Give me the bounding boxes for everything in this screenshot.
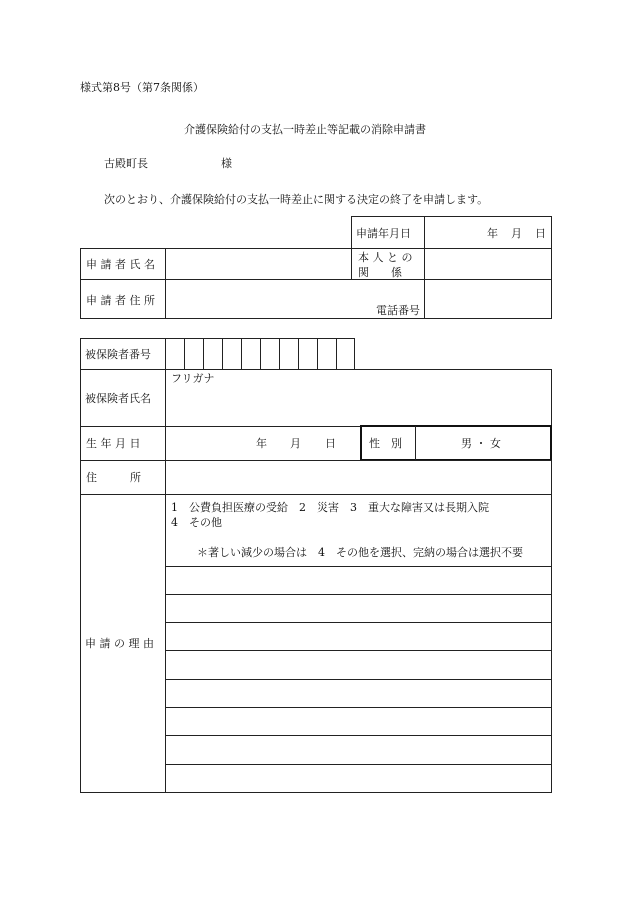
insured-name-label: 被保険者氏名: [85, 391, 151, 405]
reason-label: 申 請 の 理 由: [85, 637, 154, 650]
reason-options-line1[interactable]: 1 公費負担医療の受給 2 災害 3 重大な障害又は長期入院: [171, 501, 489, 514]
applicant-name-label: 申 請 者 氏 名: [86, 258, 155, 271]
application-date-label: 申請年月日: [356, 226, 411, 240]
applicant-address-field[interactable]: [166, 281, 551, 318]
relation-field[interactable]: [425, 249, 551, 279]
addressee: 古殿町長: [104, 157, 148, 170]
insured-address-label: 住 所: [86, 471, 141, 484]
applicant-name-field[interactable]: [166, 249, 351, 279]
reason-note: ＊著しい減少の場合は 4 その他を選択、完納の場合は選択不要: [197, 546, 523, 559]
date-month-label: 月: [511, 226, 522, 240]
insured-address-field[interactable]: [166, 461, 551, 493]
insured-number-label: 被保険者番号: [85, 348, 151, 361]
applicant-address-label: 申 請 者 住 所: [86, 293, 155, 307]
birthdate-label: 生 年 月 日: [86, 437, 141, 450]
reason-writing-area[interactable]: [166, 567, 551, 792]
date-year-label: 年: [487, 226, 498, 240]
gender-options[interactable]: 男 ・ 女: [461, 437, 501, 450]
gender-label: 性 別: [369, 437, 402, 450]
page-title: 介護保険給付の支払一時差止等記載の消除申請書: [184, 123, 426, 136]
birth-day-label: 日: [325, 437, 336, 450]
relation-label-2: 関 係: [358, 265, 402, 279]
insured-name-field[interactable]: [166, 370, 551, 425]
birth-month-label: 月: [290, 437, 301, 450]
date-day-label: 日: [535, 226, 546, 240]
honorific: 様: [221, 157, 232, 170]
reason-options-line2[interactable]: 4 その他: [171, 516, 222, 529]
intro-text: 次のとおり、介護保険給付の支払一時差止に関する決定の終了を申請します。: [104, 193, 489, 206]
insured-number-field[interactable]: [166, 339, 354, 369]
relation-label-1: 本 人 と の: [358, 250, 413, 264]
furigana-label: フリガナ: [171, 372, 215, 385]
phone-label: 電話番号: [376, 304, 420, 317]
form-number: 様式第8号（第7条関係）: [80, 81, 204, 94]
birth-year-label: 年: [256, 437, 267, 450]
